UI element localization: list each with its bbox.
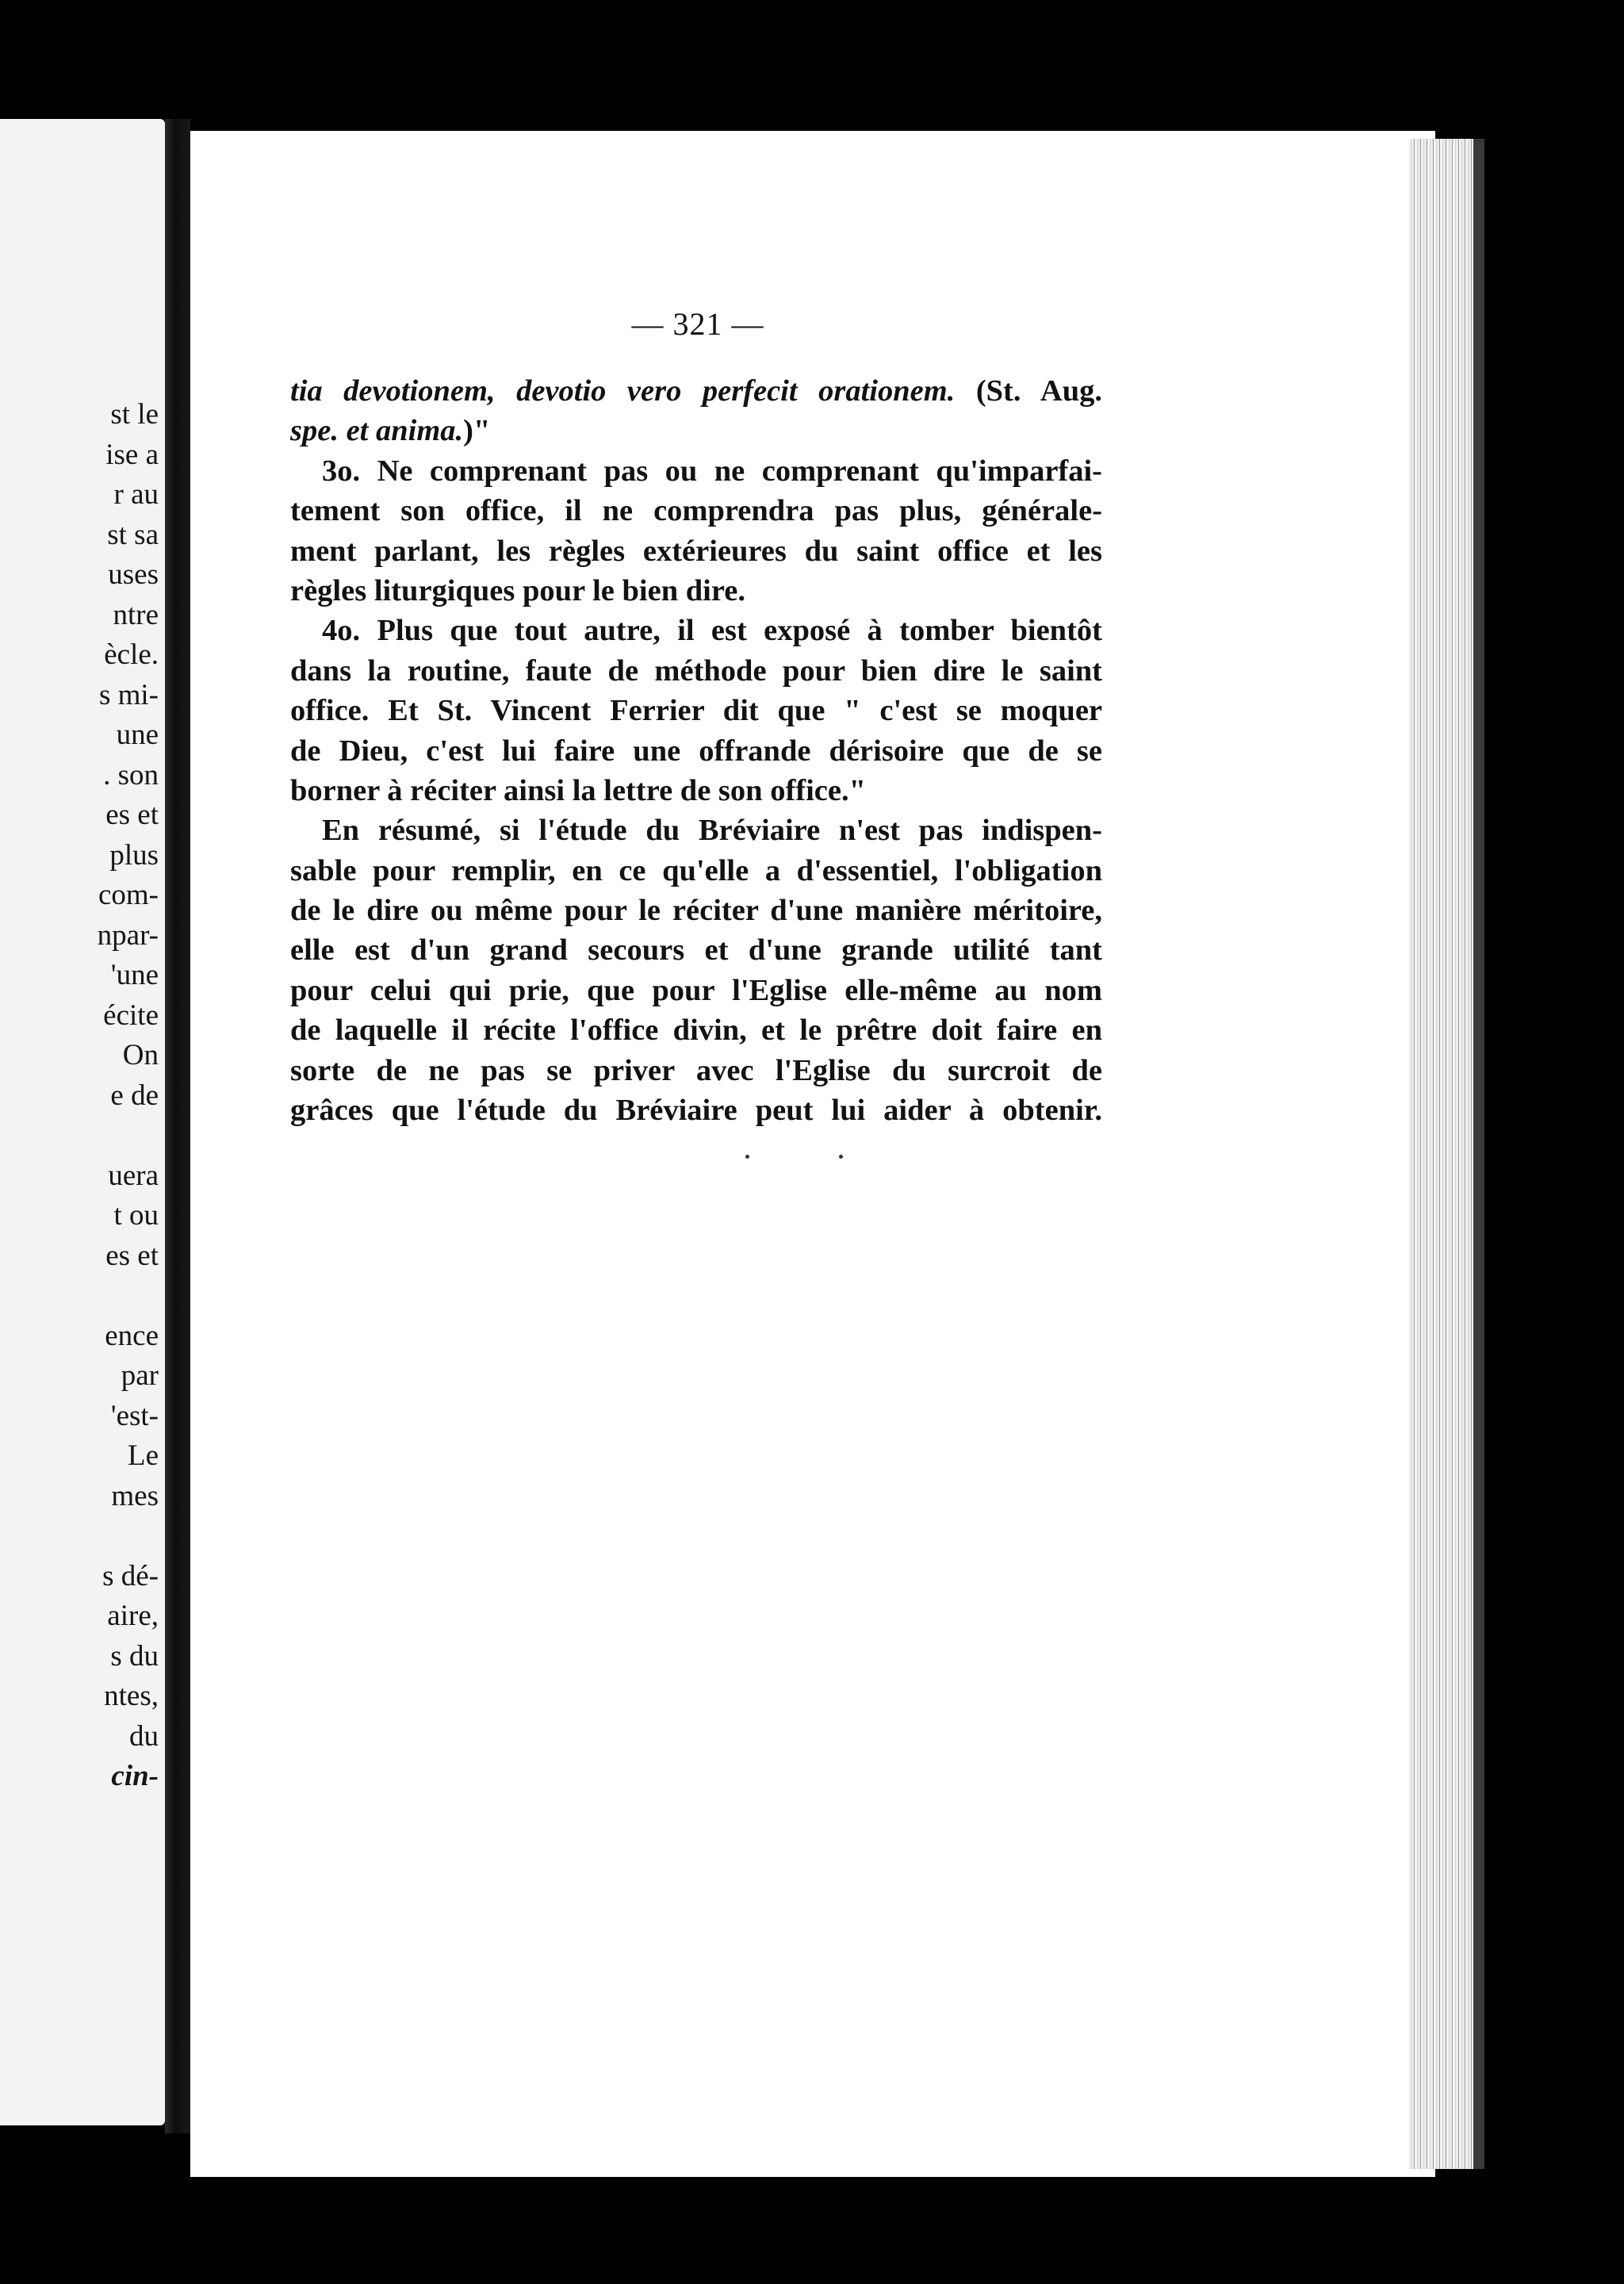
text-run: En résumé, si l'étude du Bréviaire n'est pas indispen- bbox=[322, 814, 1102, 848]
text-run: de le dire ou même pour le réciter d'une manière méritoire, bbox=[290, 894, 1102, 928]
text-line bbox=[290, 451, 1102, 491]
left-fragment-line: s dé- bbox=[102, 1559, 159, 1592]
text-run: (St. Aug. bbox=[955, 374, 1102, 408]
book-gutter bbox=[165, 119, 190, 2133]
text-run: sable pour remplir, en ce qu'elle a d'essentiel, l'obligation bbox=[290, 853, 1102, 887]
text-run: office. Et St. Vincent Ferrier dit que " c'est se moquer bbox=[290, 694, 1102, 728]
text-run: dans la routine, faute de méthode pour bien dire le saint bbox=[290, 653, 1102, 688]
left-fragment-line: une bbox=[116, 719, 159, 751]
text-run: borner à réciter ainsi la lettre de son office." bbox=[290, 773, 866, 807]
text-run: 4o. Plus que tout autre, il est exposé à tomber bientôt bbox=[322, 614, 1102, 648]
left-fragment-line: uera bbox=[108, 1159, 159, 1192]
text-line bbox=[290, 851, 1102, 891]
text-line bbox=[290, 611, 1102, 650]
left-fragment-line: par bbox=[121, 1359, 159, 1392]
left-fragment-line: r au bbox=[113, 478, 159, 511]
text-run: sorte de ne pas se priver avec l'Eglise du surcroit de bbox=[290, 1053, 1102, 1087]
text-line bbox=[290, 411, 1102, 450]
text-line bbox=[290, 891, 1102, 930]
left-fragment-line bbox=[98, 1116, 159, 1156]
left-fragment-line: es et bbox=[105, 1239, 159, 1272]
left-fragment-line: ence bbox=[105, 1319, 159, 1352]
left-fragment-line: ntre bbox=[113, 598, 159, 631]
page-edges-stack bbox=[1408, 139, 1484, 2169]
left-fragment-line: s du bbox=[110, 1639, 159, 1673]
left-fragment-line: plus bbox=[109, 838, 159, 872]
left-fragment-line: com- bbox=[98, 879, 159, 911]
left-fragment-line: ntes, bbox=[104, 1680, 159, 1712]
left-fragment-line: st sa bbox=[107, 518, 159, 551]
text-run: grâces que l'étude du Bréviaire peut lui aider à obtenir. bbox=[290, 1094, 1102, 1128]
text-line bbox=[290, 1051, 1102, 1090]
left-fragment-line: aire, bbox=[107, 1600, 159, 1632]
left-facing-page bbox=[0, 119, 165, 2125]
text-run: règles liturgiques pour le bien dire. bbox=[290, 573, 745, 607]
text-line bbox=[290, 771, 1102, 811]
left-fragment-line: es et bbox=[105, 799, 159, 831]
main-text-block bbox=[290, 371, 1102, 1130]
text-line bbox=[290, 930, 1102, 970]
left-fragment-line: e de bbox=[110, 1079, 159, 1112]
text-run: )" bbox=[463, 414, 491, 448]
left-fragment-line: ise a bbox=[105, 438, 159, 471]
italic-text-run: spe. et anima. bbox=[290, 414, 464, 448]
left-page-text-fragments bbox=[98, 395, 159, 1797]
italic-text-run: tia devotionem, devotio vero perfecit orationem. bbox=[290, 374, 956, 408]
left-fragment-line: 'une bbox=[110, 959, 159, 991]
text-line bbox=[290, 651, 1102, 691]
left-fragment-line: uses bbox=[108, 558, 159, 591]
text-run: elle est d'un grand secours et d'une grande utilité tant bbox=[290, 933, 1102, 968]
text-run: de Dieu, c'est lui faire une offrande dérisoire que de se bbox=[290, 734, 1102, 768]
text-line bbox=[290, 731, 1102, 771]
left-fragment-line: st le bbox=[110, 398, 159, 431]
text-line bbox=[290, 971, 1102, 1010]
left-fragment-line: écite bbox=[103, 998, 159, 1032]
left-fragment-line: cin- bbox=[111, 1760, 159, 1792]
text-line bbox=[290, 491, 1102, 531]
left-fragment-line: ècle. bbox=[104, 638, 159, 671]
text-line bbox=[290, 811, 1102, 850]
left-fragment-line: t ou bbox=[113, 1199, 159, 1232]
text-run: 3o. Ne comprenant pas ou ne comprenant qu'imparfai- bbox=[322, 454, 1102, 488]
text-run: de laquelle il récite l'office divin, et le prêtre doit faire en bbox=[290, 1014, 1102, 1048]
text-line bbox=[290, 691, 1102, 730]
text-run: tement son office, il ne comprendra pas plus, générale- bbox=[290, 494, 1102, 528]
text-line bbox=[290, 1090, 1102, 1130]
text-run: ment parlant, les règles extérieures du saint office et les bbox=[290, 534, 1102, 568]
left-fragment-line: mes bbox=[111, 1479, 159, 1512]
left-fragment-line: s mi- bbox=[98, 678, 159, 711]
text-line bbox=[290, 531, 1102, 571]
text-run: pour celui qui prie, que pour l'Eglise elle-même au nom bbox=[290, 973, 1102, 1007]
left-fragment-line: . son bbox=[103, 758, 159, 791]
left-fragment-line: du bbox=[129, 1719, 159, 1753]
left-fragment-line: On bbox=[122, 1039, 159, 1071]
left-fragment-line: 'est- bbox=[110, 1399, 159, 1432]
print-specks bbox=[745, 1155, 856, 1163]
left-fragment-line bbox=[98, 1276, 159, 1316]
page-number: — 321 — bbox=[631, 306, 764, 342]
left-fragment-line: Le bbox=[127, 1439, 159, 1472]
text-line bbox=[290, 1010, 1102, 1050]
left-fragment-line: npar- bbox=[97, 918, 159, 952]
left-fragment-line bbox=[98, 1516, 159, 1557]
text-line bbox=[290, 571, 1102, 611]
text-line bbox=[290, 371, 1102, 411]
